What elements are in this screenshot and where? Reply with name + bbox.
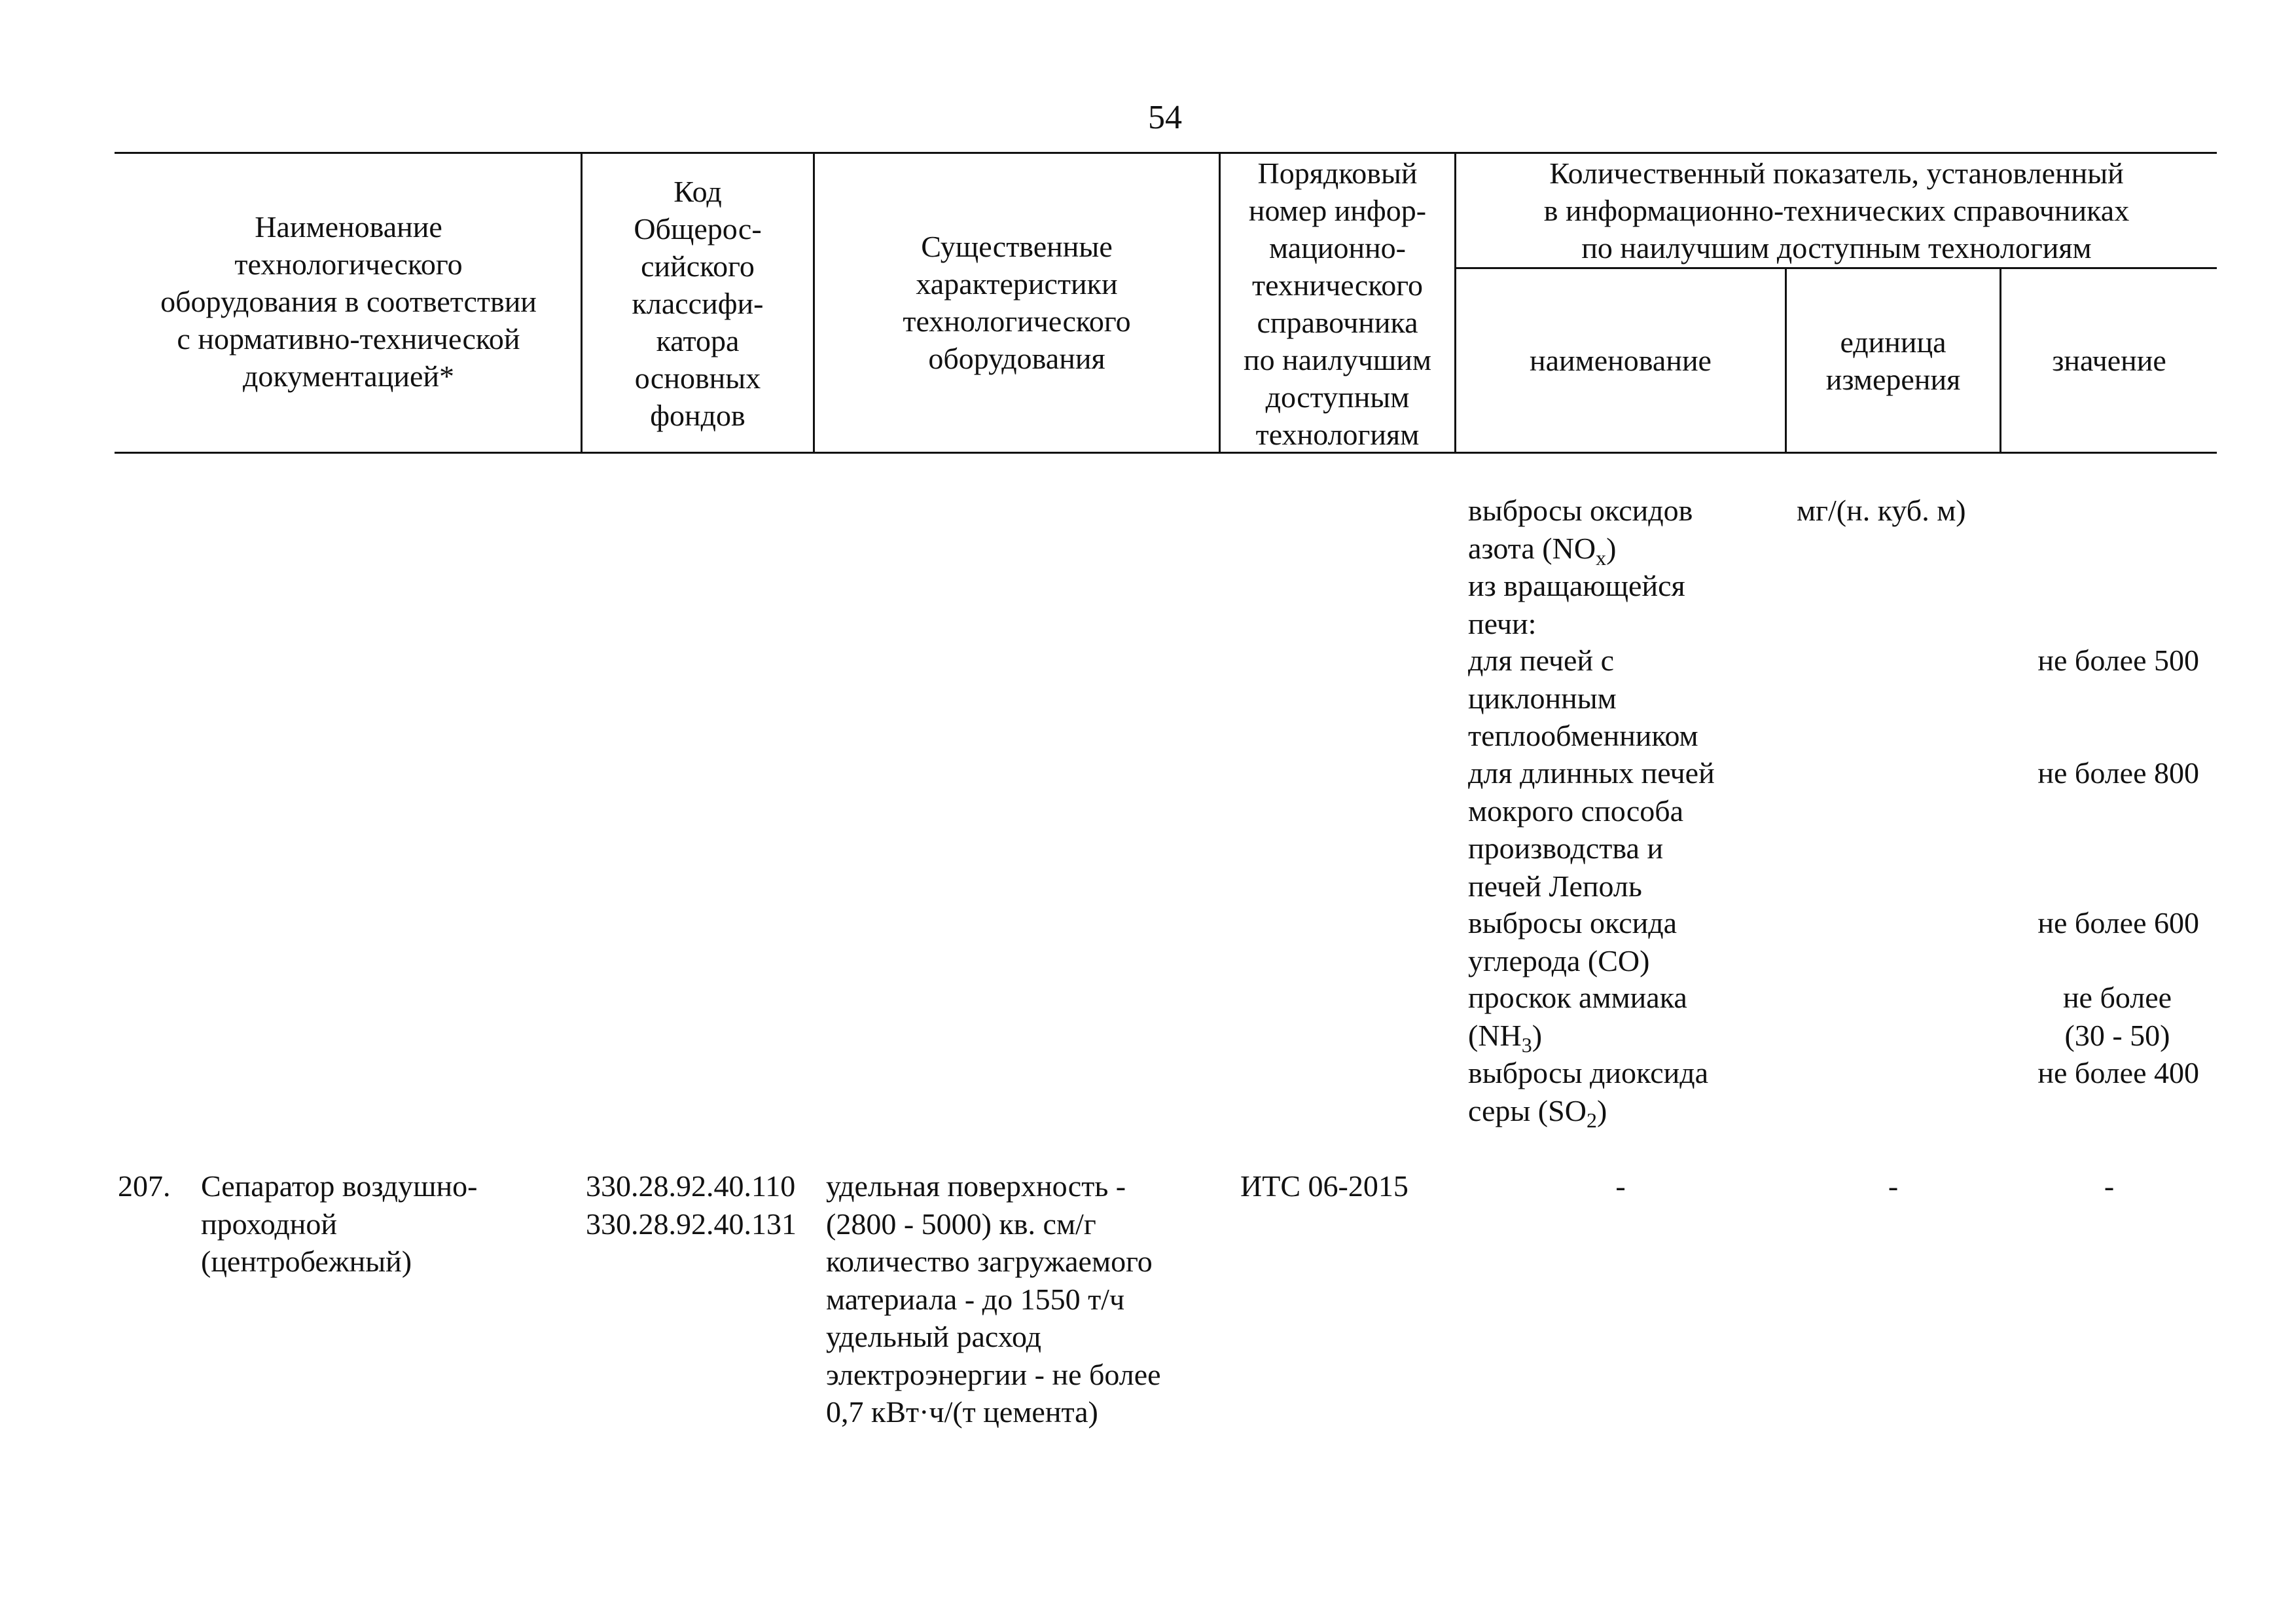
header-equipment-name: Наименование технологического оборудования в соответствии с нормативно-технической документацией* bbox=[160, 210, 537, 393]
header-okof-code: Код Общерос- сийского классифи- катора основных фондов bbox=[632, 175, 764, 432]
row-207-characteristics: удельная поверхность - (2800 - 5000) кв. см/г количество загружаемого материала - до 1550 т/ч удельный расход электроэнергии - не более 0,7 кВт·ч/(т цемента) bbox=[826, 1169, 1161, 1429]
co-emissions-value: не более 600 bbox=[2037, 906, 2199, 939]
header-indicator-value: значение bbox=[2052, 344, 2166, 377]
row-207-okof-codes: 330.28.92.40.110 330.28.92.40.131 bbox=[586, 1169, 797, 1241]
header-its-number: Порядковый номер инфор- мационно- технического справочника по наилучшим доступным технологиям bbox=[1243, 156, 1431, 451]
header-bottom-rule bbox=[115, 452, 2217, 454]
wet-kiln-label: для длинных печей мокрого способа производства и печей Леполь bbox=[1468, 756, 1715, 903]
page-number: 54 bbox=[1148, 99, 1182, 136]
header-characteristics: Существенные характеристики технологического оборудования bbox=[903, 230, 1131, 375]
row-207-indicator-unit: - bbox=[1888, 1169, 1899, 1203]
group-sub-rule bbox=[1454, 267, 2217, 269]
header-indicator-group: Количественный показатель, установленный в информационно-технических справочниках по наилучшим доступным технологиям bbox=[1543, 156, 2130, 264]
cyclone-kiln-value: не более 500 bbox=[2037, 644, 2199, 677]
row-207-indicator-name: - bbox=[1615, 1169, 1626, 1203]
row-207-indicator-value: - bbox=[2104, 1169, 2115, 1203]
wet-kiln-value: не более 800 bbox=[2037, 756, 2199, 790]
row-207-equipment-name: Сепаратор воздушно- проходной (центробежный) bbox=[201, 1169, 478, 1278]
cyclone-kiln-label: для печей с циклонным теплообменником bbox=[1468, 644, 1698, 752]
header-indicator-name: наименование bbox=[1530, 344, 1712, 377]
nox-emissions-unit: мг/(н. куб. м) bbox=[1797, 494, 1966, 527]
row-207-its-number: ИТС 06-2015 bbox=[1240, 1169, 1408, 1203]
ammonia-slip-label: проскок аммиака $(NH_3)$ bbox=[1468, 981, 1687, 1057]
ammonia-slip-value: не более (30 - 50) bbox=[2062, 981, 2172, 1052]
co-emissions-label: выбросы оксида углерода (CO) bbox=[1468, 906, 1677, 977]
table-top-rule bbox=[115, 152, 2217, 154]
row-207-number: 207. bbox=[118, 1169, 171, 1203]
nox-emissions-label: выбросы оксидов азота $(NO_x)$ из вращающейся печи: bbox=[1468, 494, 1693, 640]
so2-emissions-value: не более 400 bbox=[2037, 1056, 2199, 1089]
header-indicator-unit: единица измерения bbox=[1825, 325, 1961, 396]
so2-emissions-label: выбросы диоксида серы $(SO_2)$ bbox=[1468, 1056, 1709, 1132]
